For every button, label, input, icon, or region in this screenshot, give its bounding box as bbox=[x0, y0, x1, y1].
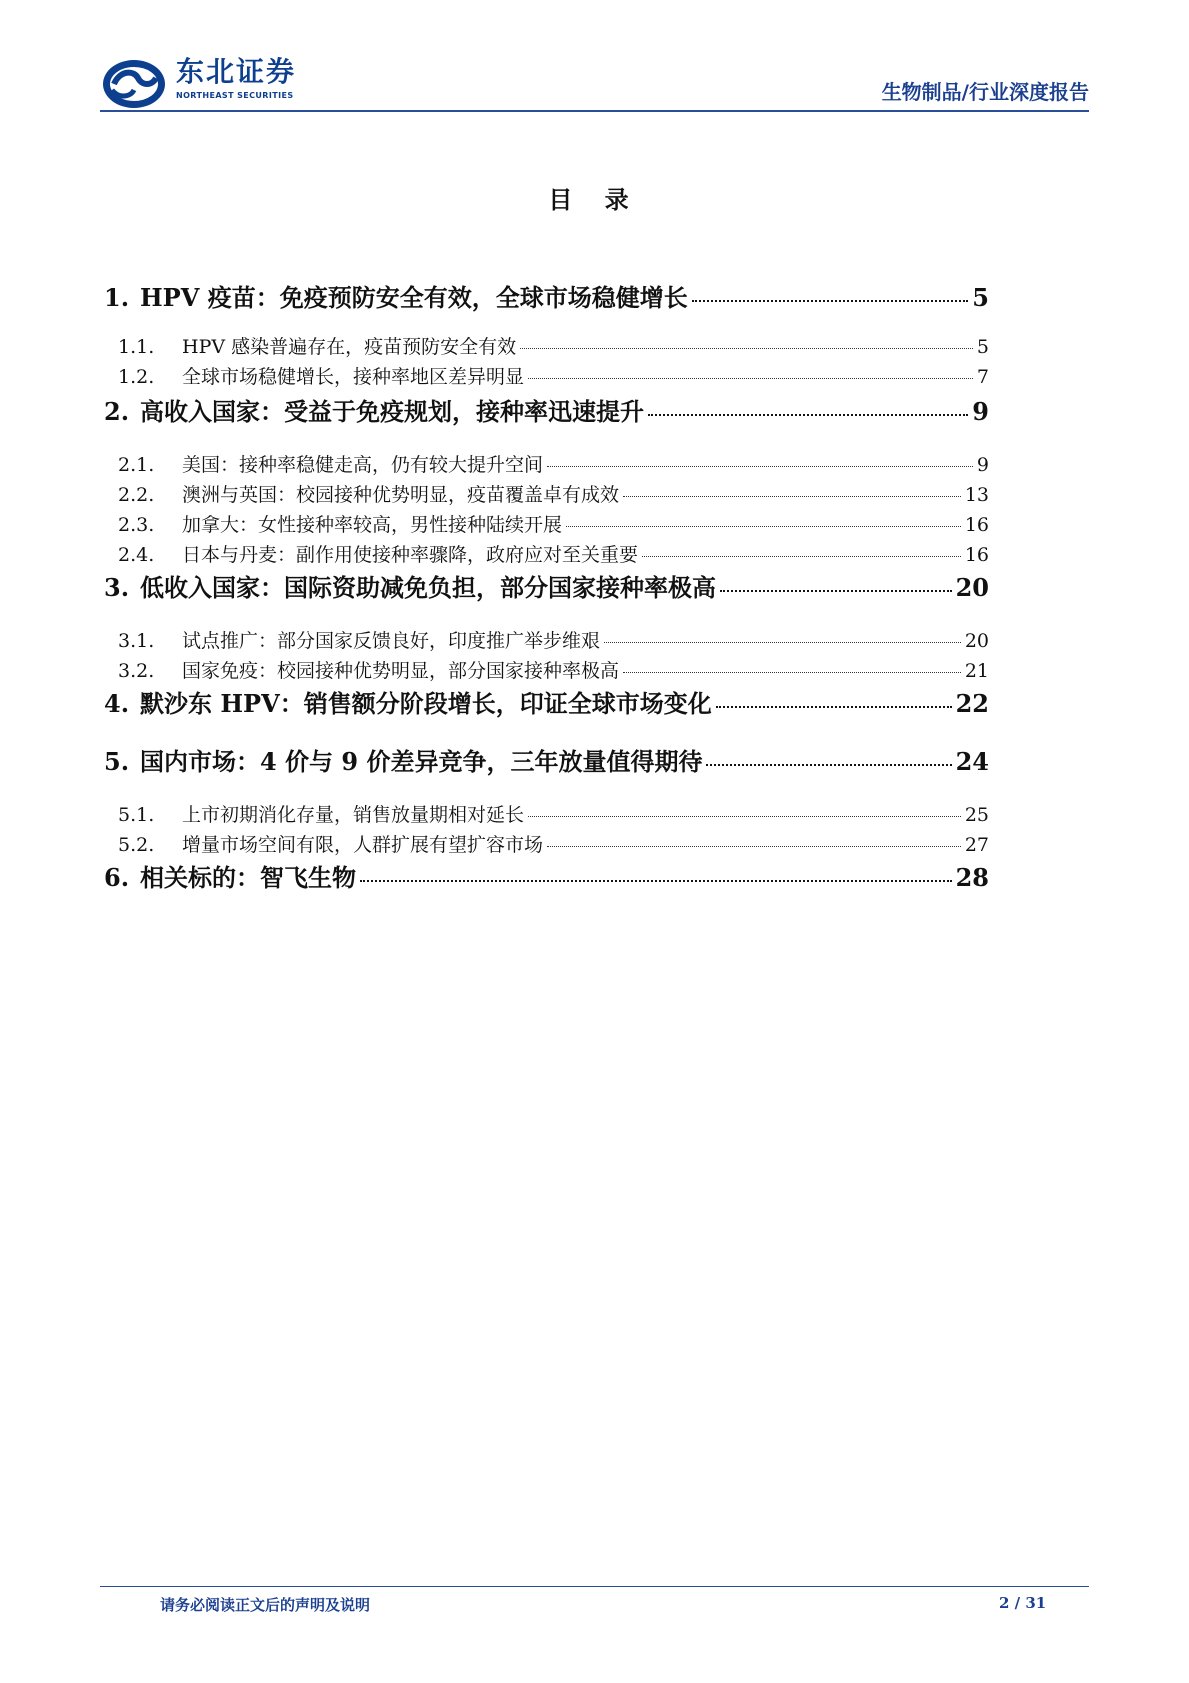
logo-text-cn: 东北证券 bbox=[176, 55, 297, 88]
toc-entry-title: 加拿大：女性接种率较高，男性接种陆续开展 bbox=[182, 514, 563, 536]
toc-entry-number: 2.1. bbox=[118, 454, 155, 476]
toc-entry-title: 澳洲与英国：校园接种优势明显，疫苗覆盖卓有成效 bbox=[182, 484, 620, 506]
toc-dot-leader bbox=[520, 348, 973, 349]
toc-entry[interactable] bbox=[118, 362, 989, 390]
toc-dot-leader bbox=[547, 846, 961, 847]
toc-dot-leader bbox=[528, 816, 961, 817]
toc-entry-number: 3. bbox=[104, 573, 130, 602]
toc-entry-page: 20 bbox=[955, 573, 989, 602]
toc-entry-number: 1. bbox=[104, 283, 130, 312]
toc-entry-page: 20 bbox=[964, 630, 989, 652]
toc-entry-title: 低收入国家：国际资助减免负担，部分国家接种率极高 bbox=[140, 573, 716, 602]
toc-entry-number: 2.3. bbox=[118, 514, 155, 536]
toc-dot-leader bbox=[706, 764, 951, 766]
footer-divider bbox=[100, 1586, 1089, 1587]
toc-dot-leader bbox=[623, 672, 961, 673]
toc-entry-page: 16 bbox=[964, 514, 989, 536]
toc-entry-number: 5.2. bbox=[118, 834, 155, 856]
toc-entry[interactable] bbox=[104, 278, 989, 312]
toc-dot-leader bbox=[604, 642, 961, 643]
toc-dot-leader bbox=[642, 556, 961, 557]
toc-entry-page: 21 bbox=[964, 660, 989, 682]
toc-entry[interactable] bbox=[118, 510, 989, 538]
toc-entry-number: 1.2. bbox=[118, 366, 155, 388]
toc-entry[interactable] bbox=[118, 480, 989, 508]
toc-entry-number: 3.2. bbox=[118, 660, 155, 682]
toc-dot-leader bbox=[623, 496, 961, 497]
toc-entry[interactable] bbox=[104, 684, 989, 718]
toc-entry-number: 2.4. bbox=[118, 544, 155, 566]
toc-entry-title: 全球市场稳健增长，接种率地区差异明显 bbox=[182, 366, 525, 388]
toc-entry-title: 增量市场空间有限，人群扩展有望扩容市场 bbox=[182, 834, 544, 856]
toc-dot-leader bbox=[720, 590, 952, 592]
toc-entry-title: 国家免疫：校园接种优势明显，部分国家接种率极高 bbox=[182, 660, 620, 682]
toc-entry-number: 1.1. bbox=[118, 336, 155, 358]
toc-dot-leader bbox=[692, 300, 969, 302]
toc-entry-page: 9 bbox=[972, 397, 989, 426]
report-category: 生物制品/行业深度报告 bbox=[881, 80, 1089, 104]
toc-entry-page: 9 bbox=[976, 454, 989, 476]
toc-dot-leader bbox=[528, 378, 973, 379]
toc-entry-title: 日本与丹麦：副作用使接种率骤降，政府应对至关重要 bbox=[182, 544, 639, 566]
toc-dot-leader bbox=[547, 466, 973, 467]
logo-text-en: NORTHEAST SECURITIES bbox=[176, 91, 294, 100]
toc-entry[interactable] bbox=[104, 858, 989, 892]
toc-dot-leader bbox=[566, 526, 961, 527]
toc-entry-title: 国内市场：4 价与 9 价差异竞争，三年放量值得期待 bbox=[140, 747, 703, 776]
toc-entry[interactable] bbox=[118, 450, 989, 478]
toc-entry-number: 4. bbox=[104, 689, 130, 718]
toc-entry-page: 24 bbox=[955, 747, 989, 776]
toc-entry-number: 6. bbox=[104, 863, 130, 892]
toc-entry-number: 2.2. bbox=[118, 484, 155, 506]
toc-entry-page: 25 bbox=[964, 804, 989, 826]
toc-entry-page: 27 bbox=[964, 834, 989, 856]
toc-entry[interactable] bbox=[118, 626, 989, 654]
toc-entry-page: 13 bbox=[964, 484, 989, 506]
toc-entry-title: HPV 疫苗：免疫预防安全有效，全球市场稳健增长 bbox=[140, 283, 688, 312]
footer-notice: 请务必阅读正文后的声明及说明 bbox=[160, 1596, 371, 1614]
toc-entry-title: HPV 感染普遍存在，疫苗预防安全有效 bbox=[182, 336, 517, 358]
toc-entry[interactable] bbox=[104, 742, 989, 776]
toc-entry-page: 28 bbox=[955, 863, 989, 892]
toc-title: 目 录 bbox=[548, 185, 641, 214]
toc-entry-number: 3.1. bbox=[118, 630, 155, 652]
toc-entry-number: 5. bbox=[104, 747, 130, 776]
header-divider bbox=[100, 110, 1089, 112]
toc-entry[interactable] bbox=[118, 800, 989, 828]
toc-dot-leader bbox=[716, 706, 952, 708]
toc-dot-leader bbox=[648, 414, 968, 416]
toc-entry-title: 高收入国家：受益于免疫规划，接种率迅速提升 bbox=[140, 397, 644, 426]
toc-entry-title: 默沙东 HPV：销售额分阶段增长，印证全球市场变化 bbox=[140, 689, 712, 718]
toc-entry-page: 16 bbox=[964, 544, 989, 566]
toc-entry[interactable] bbox=[118, 332, 989, 360]
page-indicator: 2 / 31 bbox=[999, 1594, 1047, 1612]
toc-entry-page: 5 bbox=[972, 283, 989, 312]
toc-entry-title: 相关标的：智飞生物 bbox=[140, 863, 356, 892]
toc-entry-page: 7 bbox=[976, 366, 989, 388]
toc-entry[interactable] bbox=[104, 392, 989, 426]
toc-entry-title: 美国：接种率稳健走高，仍有较大提升空间 bbox=[182, 454, 544, 476]
toc-entry[interactable] bbox=[118, 830, 989, 858]
toc-entry[interactable] bbox=[118, 656, 989, 684]
toc-entry-page: 5 bbox=[976, 336, 989, 358]
toc-entry-number: 2. bbox=[104, 397, 130, 426]
toc-entry-number: 5.1. bbox=[118, 804, 155, 826]
toc-entry[interactable] bbox=[118, 540, 989, 568]
toc-entry-page: 22 bbox=[955, 689, 989, 718]
toc-dot-leader bbox=[360, 880, 952, 882]
toc-entry-title: 上市初期消化存量，销售放量期相对延长 bbox=[182, 804, 525, 826]
toc-entry[interactable] bbox=[104, 568, 989, 602]
toc-entry-title: 试点推广：部分国家反馈良好，印度推广举步维艰 bbox=[182, 630, 601, 652]
